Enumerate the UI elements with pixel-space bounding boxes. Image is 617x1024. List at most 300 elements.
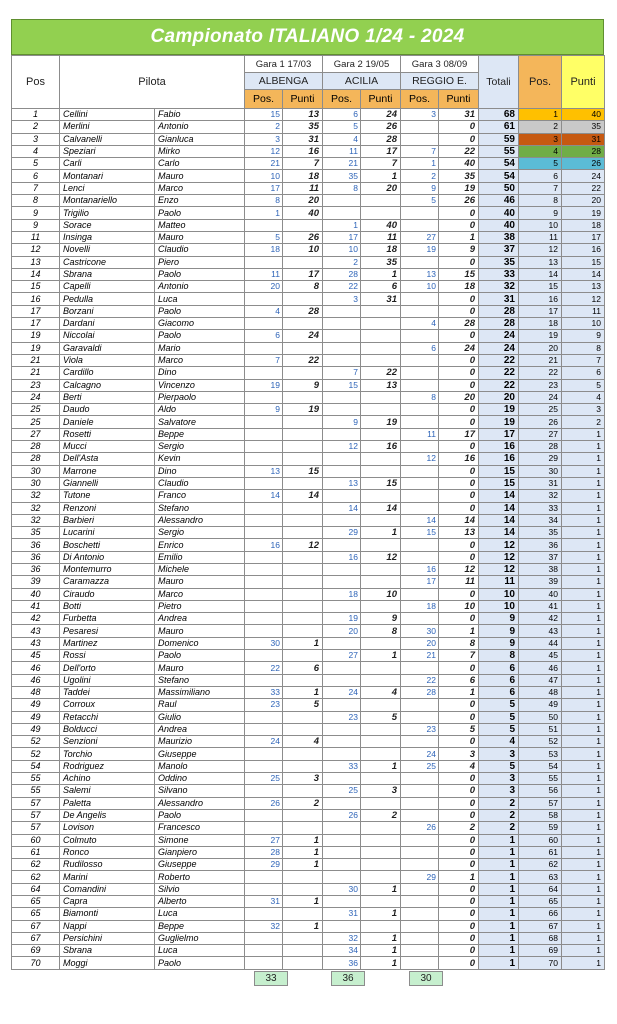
race-1-points-cell bbox=[283, 932, 323, 944]
race-1-pos-cell bbox=[245, 576, 283, 588]
race-3-points-cell: 0 bbox=[439, 797, 479, 809]
surname-cell: Cellini bbox=[60, 109, 155, 121]
rank-cell: 32 bbox=[12, 490, 60, 502]
surname-cell: Botti bbox=[60, 600, 155, 612]
race-1-pos-cell bbox=[245, 945, 283, 957]
final-points-cell: 1 bbox=[562, 490, 605, 502]
final-points-cell: 1 bbox=[562, 686, 605, 698]
surname-cell: Ciraudo bbox=[60, 588, 155, 600]
race-2-points-cell: 11 bbox=[361, 231, 401, 243]
surname-cell: Giannelli bbox=[60, 477, 155, 489]
race-3-pos-cell bbox=[401, 711, 439, 723]
race-1-pos-cell bbox=[245, 613, 283, 625]
rank-cell: 25 bbox=[12, 404, 60, 416]
race-2-pos-cell bbox=[323, 354, 361, 366]
rank-cell: 65 bbox=[12, 896, 60, 908]
race-3-pos-cell bbox=[401, 588, 439, 600]
race-1-points-cell: 19 bbox=[283, 404, 323, 416]
rank-cell: 55 bbox=[12, 785, 60, 797]
race-2-points-cell bbox=[361, 846, 401, 858]
race-3-pos-cell bbox=[401, 121, 439, 133]
race-1-points-cell bbox=[283, 613, 323, 625]
header-totali: Totali bbox=[479, 56, 519, 109]
surname-cell: Dell'orto bbox=[60, 662, 155, 674]
surname-cell: Persichini bbox=[60, 932, 155, 944]
race-1-points-cell: 1 bbox=[283, 846, 323, 858]
rank-cell: 36 bbox=[12, 539, 60, 551]
table-row bbox=[12, 785, 605, 797]
table-row bbox=[12, 490, 605, 502]
table-row bbox=[12, 945, 605, 957]
race-3-points-cell: 0 bbox=[439, 908, 479, 920]
total-cell: 10 bbox=[479, 588, 519, 600]
race-2-points-cell bbox=[361, 465, 401, 477]
surname-cell: Furbetta bbox=[60, 613, 155, 625]
surname-cell: Bolducci bbox=[60, 723, 155, 735]
race-3-pos-cell: 22 bbox=[401, 674, 439, 686]
race-1-pos-cell bbox=[245, 932, 283, 944]
race-1-points-cell: 18 bbox=[283, 170, 323, 182]
race-1-pos-cell bbox=[245, 822, 283, 834]
firstname-cell: Fabio bbox=[155, 109, 245, 121]
final-points-cell: 1 bbox=[562, 465, 605, 477]
race-1-pos-cell bbox=[245, 883, 283, 895]
surname-cell: Berti bbox=[60, 391, 155, 403]
rank-cell: 14 bbox=[12, 268, 60, 280]
total-cell: 2 bbox=[479, 822, 519, 834]
race-3-points-cell: 24 bbox=[439, 342, 479, 354]
race-1-points-cell: 13 bbox=[283, 109, 323, 121]
race-1-pos-cell: 33 bbox=[245, 686, 283, 698]
race-3-points-cell: 0 bbox=[439, 773, 479, 785]
race-1-pos-cell bbox=[245, 785, 283, 797]
race-3-points-cell: 0 bbox=[439, 293, 479, 305]
rank-cell: 6 bbox=[12, 170, 60, 182]
table-row bbox=[12, 293, 605, 305]
race-2-pos-cell bbox=[323, 342, 361, 354]
race-3-points-cell: 19 bbox=[439, 182, 479, 194]
race-1-pos-cell: 20 bbox=[245, 281, 283, 293]
final-points-cell: 1 bbox=[562, 588, 605, 600]
race-1-pos-cell bbox=[245, 674, 283, 686]
race-1-points-cell: 7 bbox=[283, 158, 323, 170]
total-cell: 22 bbox=[479, 354, 519, 366]
final-pos-cell: 59 bbox=[519, 822, 562, 834]
surname-cell: Nappi bbox=[60, 920, 155, 932]
table-row bbox=[12, 883, 605, 895]
table-row bbox=[12, 207, 605, 219]
race-2-points-cell: 12 bbox=[361, 551, 401, 563]
race-2-points-cell: 26 bbox=[361, 121, 401, 133]
table-row bbox=[12, 367, 605, 379]
race-1-points-cell bbox=[283, 600, 323, 612]
race-1-pos-cell bbox=[245, 428, 283, 440]
race-1-points-cell: 1 bbox=[283, 637, 323, 649]
race-3-pos-cell bbox=[401, 477, 439, 489]
final-pos-cell: 1 bbox=[519, 109, 562, 121]
table-row bbox=[12, 133, 605, 145]
race-1-points-cell: 17 bbox=[283, 268, 323, 280]
final-points-cell: 17 bbox=[562, 231, 605, 243]
race-1-pos-cell bbox=[245, 600, 283, 612]
rank-cell: 57 bbox=[12, 822, 60, 834]
race-1-pos-cell: 15 bbox=[245, 109, 283, 121]
race-2-pos-cell bbox=[323, 822, 361, 834]
race-3-pos-cell: 15 bbox=[401, 527, 439, 539]
race-3-pos-cell bbox=[401, 354, 439, 366]
race-1-points-cell: 1 bbox=[283, 834, 323, 846]
total-cell: 28 bbox=[479, 318, 519, 330]
race-3-participants: 30 bbox=[409, 971, 443, 986]
race-1-points-cell bbox=[283, 625, 323, 637]
firstname-cell: Silvano bbox=[155, 785, 245, 797]
race-3-points-cell: 0 bbox=[439, 711, 479, 723]
race-3-pos-cell: 4 bbox=[401, 318, 439, 330]
race-2-points-cell: 31 bbox=[361, 293, 401, 305]
race-1-pos-cell: 3 bbox=[245, 133, 283, 145]
race-3-pos-cell bbox=[401, 932, 439, 944]
firstname-cell: Stefano bbox=[155, 674, 245, 686]
race-2-pos-cell: 18 bbox=[323, 588, 361, 600]
final-points-cell: 1 bbox=[562, 723, 605, 735]
final-pos-cell: 57 bbox=[519, 797, 562, 809]
final-points-cell: 11 bbox=[562, 305, 605, 317]
rank-cell: 49 bbox=[12, 723, 60, 735]
total-cell: 5 bbox=[479, 711, 519, 723]
final-points-cell: 1 bbox=[562, 613, 605, 625]
table-row bbox=[12, 650, 605, 662]
race-1-points-cell bbox=[283, 650, 323, 662]
race-3-pos-cell bbox=[401, 219, 439, 231]
race-1-points-cell bbox=[283, 588, 323, 600]
race-1-points-cell bbox=[283, 908, 323, 920]
race-3-points-cell: 18 bbox=[439, 281, 479, 293]
final-points-cell: 5 bbox=[562, 379, 605, 391]
race-3-points-cell: 0 bbox=[439, 809, 479, 821]
race-3-pos-cell: 28 bbox=[401, 686, 439, 698]
race-3-points-cell: 0 bbox=[439, 920, 479, 932]
table-row bbox=[12, 268, 605, 280]
firstname-cell: Alessandro bbox=[155, 797, 245, 809]
final-pos-cell: 21 bbox=[519, 354, 562, 366]
race-1-points-cell: 22 bbox=[283, 354, 323, 366]
table-row bbox=[12, 662, 605, 674]
total-cell: 33 bbox=[479, 268, 519, 280]
firstname-cell: Luca bbox=[155, 945, 245, 957]
race-3-pos-cell: 13 bbox=[401, 268, 439, 280]
race-1-points-cell bbox=[283, 318, 323, 330]
race-1-points-cell bbox=[283, 760, 323, 772]
race-1-pos-cell bbox=[245, 588, 283, 600]
race-3-pos-cell bbox=[401, 662, 439, 674]
firstname-cell: Francesco bbox=[155, 822, 245, 834]
total-cell: 54 bbox=[479, 170, 519, 182]
final-pos-cell: 29 bbox=[519, 453, 562, 465]
rank-cell: 46 bbox=[12, 662, 60, 674]
final-pos-cell: 15 bbox=[519, 281, 562, 293]
race-3-pos-cell: 19 bbox=[401, 244, 439, 256]
rank-cell: 60 bbox=[12, 834, 60, 846]
total-cell: 10 bbox=[479, 600, 519, 612]
race-1-points-cell bbox=[283, 293, 323, 305]
race-2-pos-cell bbox=[323, 563, 361, 575]
total-cell: 1 bbox=[479, 932, 519, 944]
firstname-cell: Vincenzo bbox=[155, 379, 245, 391]
rank-cell: 62 bbox=[12, 859, 60, 871]
total-cell: 12 bbox=[479, 563, 519, 575]
race-3-points-cell: 9 bbox=[439, 244, 479, 256]
race-3-points-cell: 0 bbox=[439, 416, 479, 428]
race-3-points-cell: 1 bbox=[439, 871, 479, 883]
firstname-cell: Matteo bbox=[155, 219, 245, 231]
firstname-cell: Enzo bbox=[155, 195, 245, 207]
race-1-pos-cell bbox=[245, 563, 283, 575]
race-1-pos-cell bbox=[245, 711, 283, 723]
firstname-cell: Pierpaolo bbox=[155, 391, 245, 403]
race-2-pos-cell bbox=[323, 748, 361, 760]
race-3-pos-cell: 25 bbox=[401, 760, 439, 772]
final-points-cell: 14 bbox=[562, 268, 605, 280]
race-3-points-cell: 0 bbox=[439, 662, 479, 674]
final-pos-cell: 16 bbox=[519, 293, 562, 305]
firstname-cell: Andrea bbox=[155, 613, 245, 625]
rank-cell: 11 bbox=[12, 231, 60, 243]
race-3-pos-cell: 10 bbox=[401, 281, 439, 293]
race-1-points-cell bbox=[283, 453, 323, 465]
surname-cell: Rossi bbox=[60, 650, 155, 662]
race-2-points-cell: 1 bbox=[361, 527, 401, 539]
final-points-cell: 1 bbox=[562, 551, 605, 563]
final-points-cell: 10 bbox=[562, 318, 605, 330]
race-2-pos-cell: 6 bbox=[323, 109, 361, 121]
firstname-cell: Marco bbox=[155, 354, 245, 366]
rank-cell: 40 bbox=[12, 588, 60, 600]
race-2-points-cell: 35 bbox=[361, 256, 401, 268]
surname-cell: Sbrana bbox=[60, 268, 155, 280]
race-2-pos-cell: 12 bbox=[323, 441, 361, 453]
surname-cell: Salemi bbox=[60, 785, 155, 797]
firstname-cell: Simone bbox=[155, 834, 245, 846]
race-1-place: ALBENGA bbox=[245, 73, 323, 90]
race-1-points-cell: 8 bbox=[283, 281, 323, 293]
total-cell: 14 bbox=[479, 527, 519, 539]
race-3-points-cell: 40 bbox=[439, 158, 479, 170]
table-row bbox=[12, 477, 605, 489]
rank-cell: 28 bbox=[12, 441, 60, 453]
final-points-cell: 1 bbox=[562, 428, 605, 440]
race-2-pos-cell: 27 bbox=[323, 650, 361, 662]
race-3-pos-header: Pos. bbox=[401, 90, 439, 109]
race-2-points-cell bbox=[361, 563, 401, 575]
race-1-points-cell bbox=[283, 428, 323, 440]
total-cell: 1 bbox=[479, 945, 519, 957]
surname-cell: Borzani bbox=[60, 305, 155, 317]
firstname-cell: Andrea bbox=[155, 723, 245, 735]
firstname-cell: Paolo bbox=[155, 305, 245, 317]
firstname-cell: Antonio bbox=[155, 281, 245, 293]
table-row bbox=[12, 158, 605, 170]
race-1-pos-cell: 7 bbox=[245, 354, 283, 366]
total-cell: 14 bbox=[479, 490, 519, 502]
race-3-points-cell: 0 bbox=[439, 846, 479, 858]
race-3-points-cell: 5 bbox=[439, 723, 479, 735]
firstname-cell: Luca bbox=[155, 293, 245, 305]
race-2-pos-cell bbox=[323, 896, 361, 908]
final-points-cell: 1 bbox=[562, 539, 605, 551]
race-1-points-cell bbox=[283, 441, 323, 453]
table-row bbox=[12, 195, 605, 207]
race-1-pos-cell bbox=[245, 908, 283, 920]
race-3-points-cell: 0 bbox=[439, 477, 479, 489]
final-points-cell: 1 bbox=[562, 908, 605, 920]
firstname-cell: Giacomo bbox=[155, 318, 245, 330]
final-pos-cell: 61 bbox=[519, 846, 562, 858]
surname-cell: Mucci bbox=[60, 441, 155, 453]
final-points-cell: 3 bbox=[562, 404, 605, 416]
race-3-points-cell: 14 bbox=[439, 514, 479, 526]
race-3-points-cell: 0 bbox=[439, 785, 479, 797]
race-1-pos-cell: 21 bbox=[245, 158, 283, 170]
final-points-cell: 1 bbox=[562, 883, 605, 895]
race-3-points-cell: 0 bbox=[439, 219, 479, 231]
race-3-pos-cell bbox=[401, 404, 439, 416]
race-2-pos-cell: 21 bbox=[323, 158, 361, 170]
rank-cell: 19 bbox=[12, 342, 60, 354]
race-2-pos-cell bbox=[323, 736, 361, 748]
final-pos-cell: 5 bbox=[519, 158, 562, 170]
surname-cell: Colmuto bbox=[60, 834, 155, 846]
rank-cell: 55 bbox=[12, 773, 60, 785]
final-points-cell: 1 bbox=[562, 600, 605, 612]
race-2-pos-cell: 24 bbox=[323, 686, 361, 698]
race-3-points-cell: 35 bbox=[439, 170, 479, 182]
firstname-cell: Paolo bbox=[155, 207, 245, 219]
race-3-pos-cell bbox=[401, 920, 439, 932]
race-2-pos-cell bbox=[323, 453, 361, 465]
race-2-pos-cell: 16 bbox=[323, 551, 361, 563]
header-final-pos: Pos. bbox=[519, 56, 562, 109]
race-1-pos-cell bbox=[245, 453, 283, 465]
total-cell: 16 bbox=[479, 441, 519, 453]
final-pos-cell: 67 bbox=[519, 920, 562, 932]
surname-cell: Di Antonio bbox=[60, 551, 155, 563]
rank-cell: 43 bbox=[12, 637, 60, 649]
race-3-points-cell: 0 bbox=[439, 465, 479, 477]
race-1-points-cell: 6 bbox=[283, 662, 323, 674]
final-points-cell: 1 bbox=[562, 736, 605, 748]
race-2-points-cell bbox=[361, 539, 401, 551]
race-3-pos-cell bbox=[401, 736, 439, 748]
total-cell: 15 bbox=[479, 477, 519, 489]
race-2-pos-cell: 31 bbox=[323, 908, 361, 920]
total-cell: 16 bbox=[479, 453, 519, 465]
race-1-pos-cell: 16 bbox=[245, 539, 283, 551]
race-2-points-cell bbox=[361, 514, 401, 526]
table-row bbox=[12, 551, 605, 563]
final-pos-cell: 56 bbox=[519, 785, 562, 797]
total-cell: 32 bbox=[479, 281, 519, 293]
race-2-pos-cell bbox=[323, 465, 361, 477]
final-pos-cell: 11 bbox=[519, 231, 562, 243]
race-1-pos-cell: 8 bbox=[245, 195, 283, 207]
race-2-pos-cell: 29 bbox=[323, 527, 361, 539]
total-cell: 2 bbox=[479, 797, 519, 809]
final-pos-cell: 52 bbox=[519, 736, 562, 748]
race-1-points-cell bbox=[283, 945, 323, 957]
final-pos-cell: 19 bbox=[519, 330, 562, 342]
race-2-pos-header: Pos. bbox=[323, 90, 361, 109]
race-3-pos-cell bbox=[401, 834, 439, 846]
race-2-points-cell: 15 bbox=[361, 477, 401, 489]
header-pos: Pos bbox=[12, 56, 60, 109]
race-2-points-cell: 1 bbox=[361, 945, 401, 957]
surname-cell: Ronco bbox=[60, 846, 155, 858]
firstname-cell: Pietro bbox=[155, 600, 245, 612]
race-3-pos-cell: 11 bbox=[401, 428, 439, 440]
rank-cell: 57 bbox=[12, 797, 60, 809]
surname-cell: Montanariello bbox=[60, 195, 155, 207]
final-points-cell: 1 bbox=[562, 945, 605, 957]
final-points-cell: 9 bbox=[562, 330, 605, 342]
table-row bbox=[12, 182, 605, 194]
race-3-pos-cell: 23 bbox=[401, 723, 439, 735]
race-1-pos-cell: 11 bbox=[245, 268, 283, 280]
race-3-points-cell: 8 bbox=[439, 637, 479, 649]
race-3-pos-cell bbox=[401, 785, 439, 797]
final-points-cell: 4 bbox=[562, 391, 605, 403]
final-pos-cell: 65 bbox=[519, 896, 562, 908]
rank-cell: 1 bbox=[12, 109, 60, 121]
table-row bbox=[12, 244, 605, 256]
table-row bbox=[12, 391, 605, 403]
final-points-cell: 1 bbox=[562, 957, 605, 969]
rank-cell: 52 bbox=[12, 748, 60, 760]
race-3-pos-cell bbox=[401, 945, 439, 957]
rank-cell: 30 bbox=[12, 477, 60, 489]
race-1-points-cell bbox=[283, 527, 323, 539]
total-cell: 1 bbox=[479, 834, 519, 846]
rank-cell: 23 bbox=[12, 379, 60, 391]
final-pos-cell: 7 bbox=[519, 182, 562, 194]
table-row bbox=[12, 613, 605, 625]
rank-cell: 17 bbox=[12, 305, 60, 317]
race-2-points-cell bbox=[361, 404, 401, 416]
final-pos-cell: 2 bbox=[519, 121, 562, 133]
race-2-pos-cell: 35 bbox=[323, 170, 361, 182]
surname-cell: Rudilosso bbox=[60, 859, 155, 871]
table-row bbox=[12, 563, 605, 575]
table-row bbox=[12, 957, 605, 969]
total-cell: 1 bbox=[479, 883, 519, 895]
firstname-cell: Sergio bbox=[155, 441, 245, 453]
rank-cell: 54 bbox=[12, 760, 60, 772]
race-2-points-cell: 18 bbox=[361, 244, 401, 256]
total-cell: 5 bbox=[479, 760, 519, 772]
total-cell: 15 bbox=[479, 465, 519, 477]
rank-cell: 7 bbox=[12, 182, 60, 194]
race-2-points-cell bbox=[361, 748, 401, 760]
surname-cell: Novelli bbox=[60, 244, 155, 256]
table-row bbox=[12, 354, 605, 366]
race-1-pos-cell bbox=[245, 723, 283, 735]
final-points-cell: 1 bbox=[562, 773, 605, 785]
race-3-points-cell: 0 bbox=[439, 539, 479, 551]
surname-cell: Lenci bbox=[60, 182, 155, 194]
race-2-points-cell bbox=[361, 330, 401, 342]
final-pos-cell: 41 bbox=[519, 600, 562, 612]
race-2-points-cell: 40 bbox=[361, 219, 401, 231]
total-cell: 19 bbox=[479, 416, 519, 428]
